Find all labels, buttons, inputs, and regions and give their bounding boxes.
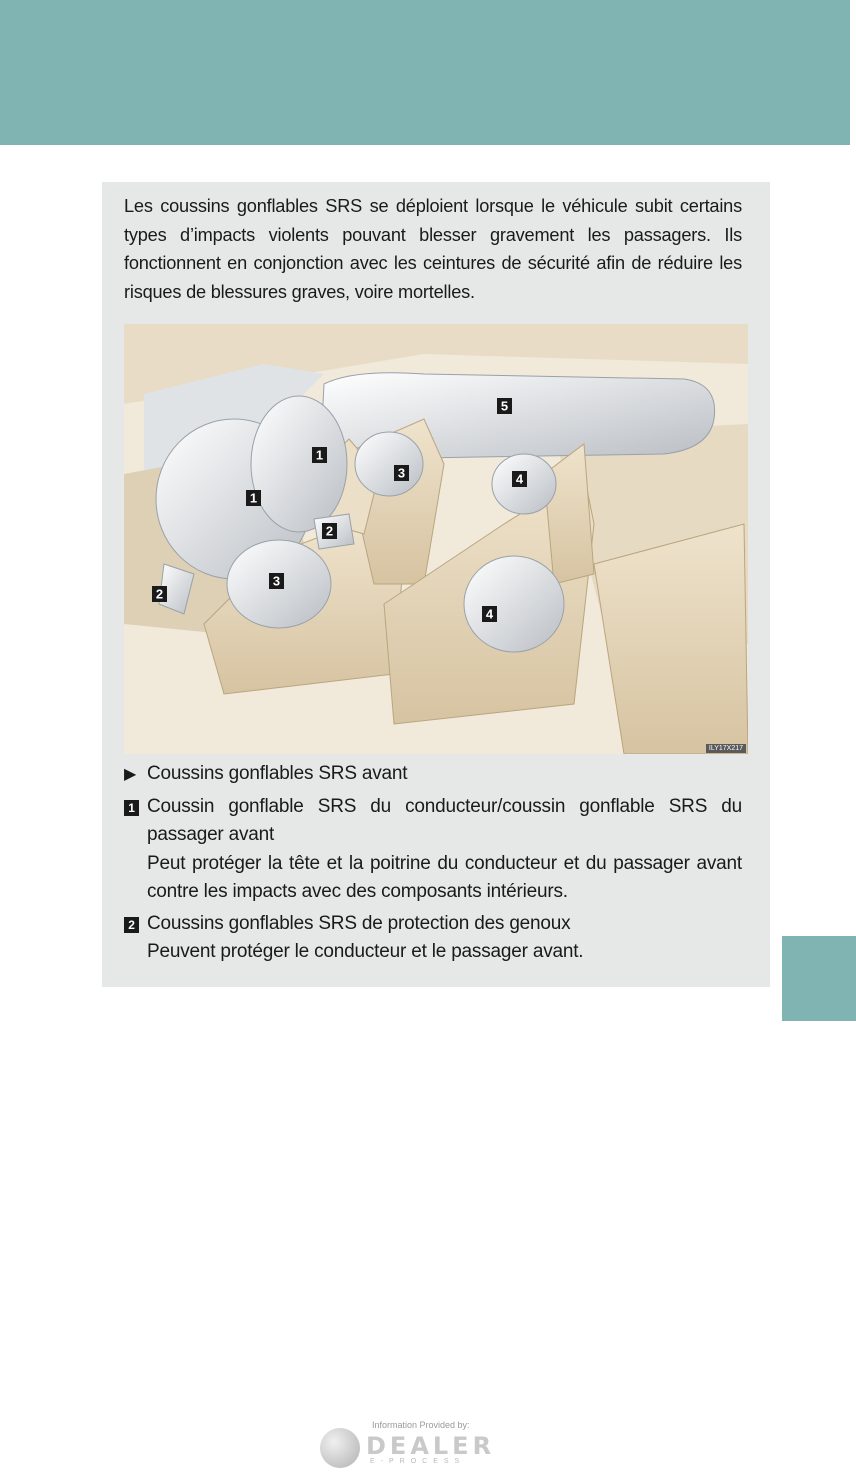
list-heading-text: Coussins gonflables SRS avant [147,763,408,784]
svg-text:3: 3 [272,573,281,589]
svg-text:1: 1 [315,447,324,463]
marker-side-airbag-front [269,573,284,589]
svg-text:2: 2 [325,523,334,539]
list-item-desc: Peuvent protéger le conducteur et le passager avant. [147,941,584,962]
number-badge: 2 [124,917,139,933]
svg-text:2: 2 [155,586,164,602]
list-item-desc: Peut protéger la tête et la poitrine du conducteur et du passager avant contre les impacts avec des composants intérieurs. [147,852,742,902]
marker-rear-side-airbag-upper [512,471,527,487]
header-band [0,0,850,145]
marker-knee-airbag-driver [152,586,167,602]
list-item-title: Coussins gonflables SRS de protection des genoux [147,912,571,934]
svg-text:5: 5 [500,398,509,414]
list-item [124,793,742,850]
svg-text:4: 4 [485,606,494,622]
list-item-title: Coussin gonflable SRS du conducteur/coussin gonflable SRS du passager avant [147,795,742,845]
triangle-icon: ▶ [124,766,137,783]
globe-icon [320,1428,360,1468]
airbag-list [124,760,742,967]
svg-text:1: 1 [249,490,258,506]
marker-passenger-airbag [312,447,327,463]
list-item [124,910,742,939]
footer-sub: E-PROCESS [370,1458,466,1465]
list-heading [124,760,742,790]
cabin-drawing [124,324,748,754]
marker-rear-side-airbag-lower [482,606,497,622]
svg-text:4: 4 [515,471,524,487]
number-badge: 1 [124,800,139,816]
marker-driver-airbag [246,490,261,506]
figure-code: ILY17X217 [706,744,746,753]
marker-knee-airbag-passenger [322,523,337,539]
footer-provided-by: Information Provided by: [372,1420,470,1430]
marker-side-airbag-passenger [394,465,409,481]
airbag-illustration [124,324,748,754]
footer-brand: DEALER [366,1432,496,1460]
chapter-tab [782,936,856,1021]
svg-text:3: 3 [397,465,406,481]
footer-logo [320,1418,520,1474]
marker-curtain-airbag [497,398,512,414]
intro-paragraph: Les coussins gonflables SRS se déploient lorsque le véhicule subit certains types d’impacts violents pouvant blesser gravement les passagers. Ils fonctionnent en conjonction avec les ceintures de sécurité afin de réduire les risques de blessures graves, voire mortelles. [124,196,742,302]
